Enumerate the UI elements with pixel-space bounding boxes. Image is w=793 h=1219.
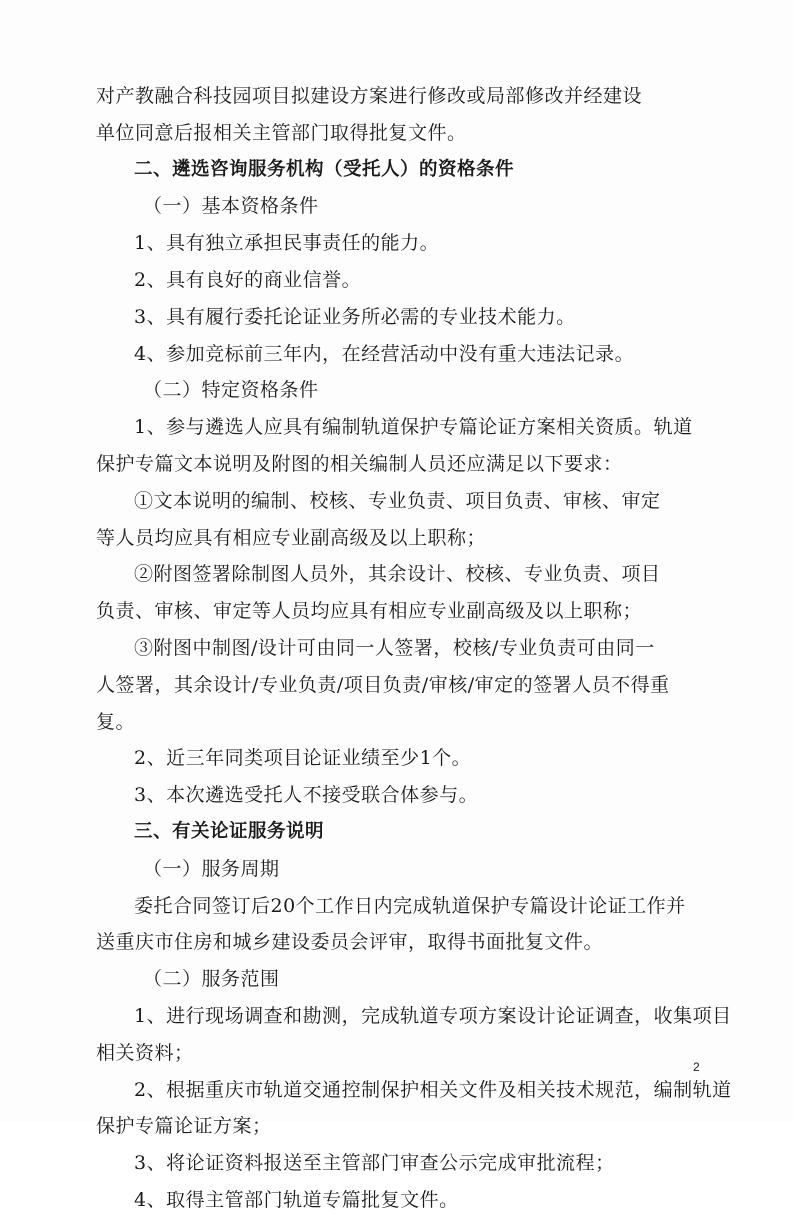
text-line: 1、进行现场调查和勘测，完成轨道专项方案设计论证调查，收集项目 [134,1004,732,1027]
text-line: 对产教融合科技园项目拟建设方案进行修改或局部修改并经建设 [96,85,643,107]
text-line: 3、将论证资料报送至主管部门审查公示完成审批流程； [134,1152,615,1175]
text-line: 2、具有良好的商业信誉。 [134,268,362,291]
text-line: 3、具有履行委托论证业务所必需的专业技术能力。 [134,305,576,328]
text-line: 2、近三年同类项目论证业绩至少1个。 [134,747,472,770]
text-line: ②附图签署除制图人员外，其余设计、校核、专业负责、项目 [134,563,661,586]
text-line: 3、本次遴选受托人不接受联合体参与。 [134,784,479,807]
text-line: 相关资料； [96,1041,194,1064]
subsection-heading: （一）服务周期 [143,857,280,880]
text-line: 委托合同签订后20个工作日内完成轨道保护专篇设计论证工作并 [134,894,686,917]
text-line: 1、参与遴选人应具有编制轨道保护专篇论证方案相关资质。轨道 [134,416,693,439]
subsection-heading: （一）基本资格条件 [143,195,319,218]
text-line: 负责、审核、审定等人员均应具有相应专业副高级及以上职称； [96,600,643,623]
text-line: 人签署，其余设计/专业负责/项目负责/审核/审定的签署人员不得重 [96,673,670,696]
section-heading: 三、有关论证服务说明 [134,820,325,842]
text-line: 2、根据重庆市轨道交通控制保护相关文件及相关技术规范，编制轨道 [134,1078,732,1101]
text-line: 4、参加竞标前三年内，在经营活动中没有重大违法记录。 [134,342,635,365]
subsection-heading: （二）特定资格条件 [143,379,319,402]
text-line: 等人员均应具有相应专业副高级及以上职称； [96,526,487,549]
text-line: 送重庆市住房和城乡建设委员会评审，取得书面批复文件。 [96,931,604,954]
text-line: ③附图中制图/设计可由同一人签署，校核/专业负责可由同一 [134,636,655,659]
section-heading: 二、遴选咨询服务机构（受托人）的资格条件 [134,158,515,180]
document-body [96,78,732,1219]
text-line: 单位同意后报相关主管部门取得批复文件。 [96,121,467,144]
subsection-heading: （二）服务范围 [143,968,280,991]
text-line: 复。 [96,710,136,733]
text-line: 1、具有独立承担民事责任的能力。 [134,232,440,255]
text-line: ①文本说明的编制、校核、专业负责、项目负责、审核、审定 [134,489,661,512]
page-number: 2 [693,1060,700,1074]
text-line: 保护专篇论证方案； [96,1115,272,1138]
text-line: 4、取得主管部门轨道专篇批复文件。 [134,1188,459,1211]
text-line: 保护专篇文本说明及附图的相关编制人员还应满足以下要求： [96,452,623,475]
